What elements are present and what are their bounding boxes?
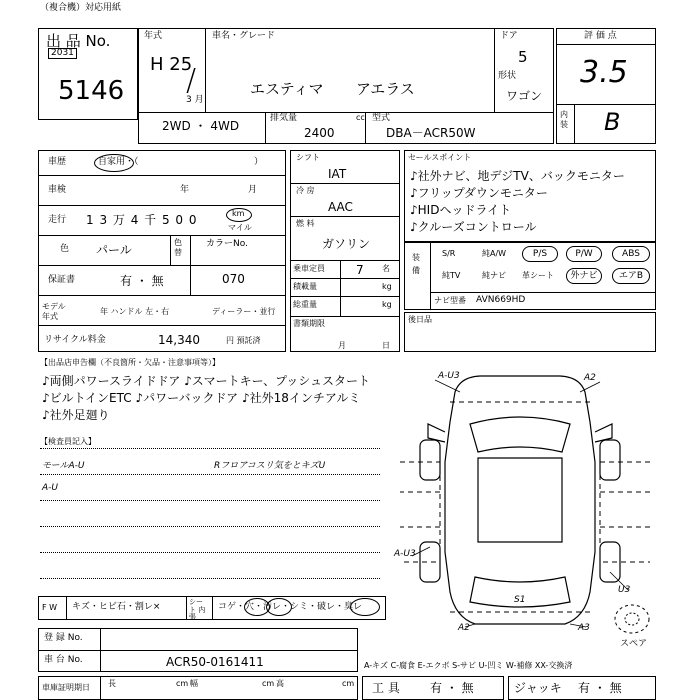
displacement-unit: cc [356, 113, 365, 122]
shift-value: IAT [328, 167, 347, 181]
color-value: パール [96, 243, 132, 257]
recycle-label: リサイクル料金 [44, 335, 106, 345]
inspection-year: 年 [180, 185, 190, 195]
recycle-unit: 円 預託済 [226, 336, 261, 345]
cert-height: 高 [276, 679, 284, 688]
shape-label: 形状 [498, 71, 517, 81]
load-label: 積載量 [293, 282, 317, 291]
inspection-month: 月 [248, 185, 258, 195]
mileage-label: 走行 [48, 215, 67, 225]
lot-number: 5146 [58, 76, 125, 106]
cert-width: 幅 [190, 679, 198, 688]
warranty-value: 有 ・ 無 [120, 274, 164, 288]
equip-navi: 純ナビ [482, 271, 506, 280]
color-no-label: カラーNo. [206, 239, 248, 249]
mileage-digits: 1 3 万 4 千 5 0 0 [86, 213, 198, 227]
cert-cm-2: cm [262, 679, 275, 688]
fw-circle-stain [266, 598, 292, 616]
diagram-mark-3: A-U3 [394, 549, 416, 559]
equip-sr: S/R [442, 249, 456, 258]
displacement-label: 排気量 [270, 113, 298, 123]
fuel-label: 燃 料 [296, 219, 315, 228]
fw-circle-smell [350, 598, 380, 616]
year-slash: / [186, 63, 197, 98]
doors-value: 5 [518, 48, 528, 66]
equip-tv: 純TV [442, 271, 461, 280]
post-attach-box [404, 312, 656, 352]
interior-value: B [604, 108, 621, 136]
shape-value: ワゴン [506, 89, 543, 103]
navi-model-label: ナビ型番 [434, 296, 466, 305]
spare-tire-icon [612, 600, 652, 638]
inspector-note-3: A-U [42, 483, 58, 493]
seller-notes-label: 【出品店申告欄（不良箇所・欠品・注意事項等）】 [40, 358, 220, 367]
weight-label: 総重量 [293, 300, 317, 309]
doors-label: ドア [500, 31, 518, 41]
doc-deadline-label: 書類期限 [293, 319, 325, 328]
seller-note-3: ♪社外足廻り [42, 408, 110, 422]
color-no-value: 070 [222, 272, 245, 286]
capacity-value: 7 [356, 263, 364, 277]
history-close: ） [254, 157, 264, 167]
recycle-value: 14,340 [158, 333, 200, 347]
sheet-note: （複合機）対応用紙 [40, 3, 122, 13]
weight-unit: kg [382, 300, 392, 309]
history-label: 車歴 [48, 157, 67, 167]
sales-point-2: ♪フリップダウンモニター [410, 186, 548, 200]
equip-aw: 純A/W [482, 249, 507, 258]
fw-items: キズ・ヒビ石・割レ× [72, 602, 161, 612]
chassis-label: 車 台 No. [44, 655, 83, 665]
inspector-note-2: Rフロアコスリ気をとキズU [214, 461, 326, 471]
cert-cm-3: cm [342, 679, 355, 688]
color-change-label: 色 替 [174, 238, 182, 257]
inspector-label: 【検査員記入】 [40, 437, 96, 446]
cooling-label: 冷 房 [296, 186, 315, 195]
warranty-label: 保証書 [48, 275, 76, 285]
equip-leather: 革シート [522, 271, 554, 280]
inspection-label: 車検 [48, 185, 67, 195]
cert-label: 車庫証明期日 [42, 683, 90, 692]
seller-note-2: ♪ビルトインETC ♪パワーバックドア ♪社外18インチアルミ [42, 391, 361, 405]
fw-sheet-label: シート 内 張 [189, 598, 206, 622]
registration-label: 登 録 No. [44, 633, 83, 643]
car-label: 車名・グレード [212, 31, 276, 41]
inspector-note-1: モールA-U [42, 461, 85, 471]
damage-legend: A-キズ C-腐食 E-エクボ S-サビ U-凹ミ W-補修 XX-交換済 [364, 661, 573, 670]
seller-note-1: ♪両側パワースライドドア ♪スマートキー、プッシュスタート [42, 374, 371, 388]
model-value: DBA－ACR50W [386, 126, 476, 140]
year-era: H 25 [150, 54, 193, 75]
equip-pw: P/W [566, 246, 602, 262]
detail-table [38, 150, 286, 352]
fw-label: F W [42, 603, 58, 612]
jack-label: ジャッキ [514, 681, 562, 695]
cert-cm-1: cm [176, 679, 189, 688]
doc-deadline-day: 日 [382, 341, 390, 350]
equip-ext-navi: 外ナビ [566, 268, 602, 284]
tools-label: 工 具 [372, 681, 400, 695]
cert-length: 長 [108, 679, 116, 688]
doc-deadline-month: 月 [338, 341, 346, 350]
capacity-label: 乗車定員 [293, 264, 325, 273]
diagram-mark-5: S1 [514, 595, 526, 605]
car-name: エスティマ [250, 80, 324, 98]
sales-point-1: ♪社外ナビ、地デジTV、バックモニター [410, 169, 625, 183]
diagram-mark-7: A3 [578, 623, 590, 633]
mileage-mile: マイル [228, 223, 252, 232]
diagram-mark-4: U3 [618, 585, 631, 595]
equip-abs: ABS [612, 246, 650, 262]
displacement-value: 2400 [304, 126, 335, 140]
post-attach-label: 後日品 [408, 315, 432, 324]
lot-label: 出 品 No. [46, 32, 111, 50]
fw-items2: コゲ・穴・汚レ・シミ・破レ・臭レ [218, 602, 363, 612]
lot-stamp: 2031 [48, 48, 77, 59]
equipment-label: 装 備 [412, 253, 420, 275]
navi-model-value: AVN669HD [476, 295, 526, 305]
model-year-dealer: ディーラー・並行 [212, 307, 276, 316]
jack-value: 有 ・ 無 [578, 681, 622, 695]
sales-point-3: ♪HIDヘッドライト [410, 203, 512, 217]
equip-airbag: エアB [612, 268, 650, 284]
fuel-value: ガソリン [322, 237, 371, 251]
mileage-km: km [232, 209, 245, 218]
sales-point-4: ♪クルーズコントロール [410, 220, 537, 234]
color-label: 色 [60, 244, 70, 254]
year-month: 3 月 [186, 95, 204, 105]
score-value: 3.5 [580, 55, 628, 90]
drive-label: 2WD ・ 4WD [162, 119, 240, 133]
model-year-label: モデル 年式 [42, 302, 66, 321]
chassis-value: ACR50-0161411 [166, 655, 264, 669]
history-options: 自家用・（ [98, 157, 139, 167]
equip-ps: P/S [522, 246, 558, 262]
sales-points-label: セールスポイント [408, 153, 472, 162]
interior-label: 内装 [560, 110, 568, 129]
diagram-mark-6: A2 [458, 623, 470, 633]
cooling-value: AAC [328, 200, 353, 214]
spare-label: スペア [620, 639, 648, 649]
diagram-mark-2: A2 [584, 373, 596, 383]
year-label: 年式 [144, 31, 163, 41]
tools-value: 有 ・ 無 [430, 681, 474, 695]
diagram-mark-1: A-U3 [438, 371, 460, 381]
model-label: 型式 [372, 113, 391, 123]
load-unit: kg [382, 282, 392, 291]
shift-label: シフト [296, 153, 320, 162]
car-grade: アエラス [356, 80, 415, 98]
capacity-unit: 名 [382, 264, 390, 273]
model-year-handle: 年 ハンドル 左・右 [100, 307, 170, 316]
score-label: 評 価 点 [584, 31, 617, 41]
